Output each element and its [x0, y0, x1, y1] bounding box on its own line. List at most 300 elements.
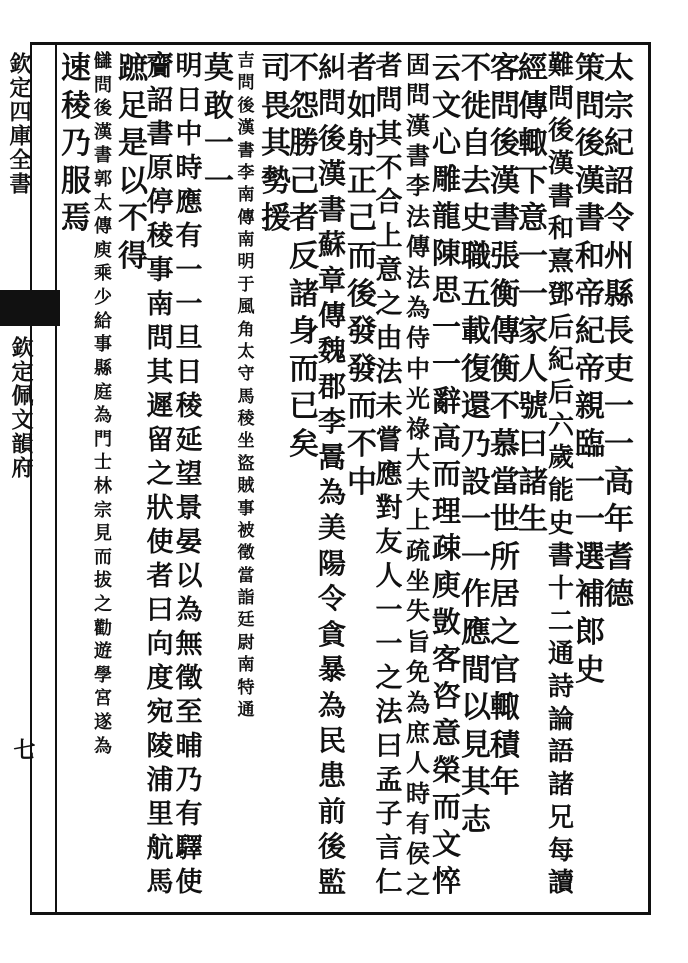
text-char: 後: [347, 276, 377, 312]
text-char: 職: [461, 238, 491, 274]
text-char: 不: [347, 426, 377, 462]
text-char: 宮: [94, 688, 112, 710]
text-char: 問: [318, 86, 347, 120]
text-char: 為: [94, 735, 112, 757]
text-char: 後: [318, 121, 347, 155]
text-char: 其: [375, 119, 403, 150]
text-char: 而: [432, 457, 462, 492]
text-char: 和: [575, 238, 605, 274]
text-char: 太: [237, 341, 255, 362]
text-char: 見: [461, 727, 491, 763]
text-column: [175, 50, 203, 900]
text-char: 有: [175, 799, 203, 830]
text-char: 書: [575, 201, 605, 237]
text-char: 于: [237, 274, 255, 295]
text-char: 長: [604, 314, 634, 350]
text-char: 漢: [237, 118, 255, 139]
text-char: 時: [406, 778, 430, 808]
text-char: 詔: [604, 163, 634, 199]
text-char: 傳: [490, 314, 520, 350]
text-char: 問: [490, 88, 520, 124]
text-char: 之: [490, 614, 520, 650]
text-char: 光: [406, 383, 430, 413]
text-char: 仁: [375, 867, 403, 898]
text-char: 書: [547, 181, 574, 212]
text-char: 子: [375, 799, 403, 830]
text-char: 而: [94, 546, 112, 568]
text-char: 林: [94, 475, 112, 497]
text-char: 書: [406, 141, 430, 171]
text-char: 里: [146, 799, 174, 830]
text-char: 其: [461, 765, 491, 801]
text-char: 宛: [146, 697, 174, 728]
text-column: [347, 50, 375, 501]
text-char: 合: [375, 187, 403, 218]
text-char: 紀: [604, 126, 634, 162]
text-char: 南: [237, 230, 255, 250]
text-char: 文: [432, 827, 462, 862]
text-char: 徵: [237, 543, 255, 564]
text-char: 傳: [406, 232, 430, 262]
text-char: 南: [237, 185, 255, 206]
text-char: 勝: [289, 126, 319, 162]
text-char: 正: [347, 163, 377, 199]
text-char: 客: [490, 51, 520, 86]
text-char: 己: [289, 163, 319, 199]
text-char: 意: [518, 201, 548, 237]
text-char: 熹: [547, 247, 574, 278]
text-char: 張: [490, 238, 520, 274]
text-char: 書: [94, 145, 112, 167]
text-char: 事: [146, 255, 174, 286]
text-char: 守: [237, 364, 255, 385]
text-char: 法: [406, 201, 430, 231]
text-char: 晡: [175, 731, 203, 762]
text-char: 稜: [237, 409, 255, 429]
text-char: 上: [375, 221, 403, 252]
text-char: 見: [94, 523, 112, 545]
text-char: 太: [94, 192, 112, 214]
text-char: 諸: [547, 770, 574, 801]
text-char: 人: [518, 351, 548, 387]
text-char: 應: [375, 459, 403, 490]
text-char: 間: [461, 652, 491, 688]
text-char: 留: [146, 425, 174, 456]
fish-tail-mark: [0, 290, 60, 326]
text-char: 魏: [318, 334, 347, 368]
text-char: 之: [146, 459, 174, 490]
text-char: 敳: [432, 605, 462, 640]
text-char: 心: [432, 124, 462, 159]
text-column: [518, 50, 546, 539]
text-char: 角: [237, 319, 255, 340]
text-char: 馬: [237, 386, 255, 407]
text-char: 拔: [94, 570, 112, 592]
text-char: 庾: [432, 568, 462, 603]
text-char: 監: [318, 865, 347, 899]
text-char: 反: [289, 238, 319, 274]
text-char: 中: [347, 464, 377, 500]
text-column: [461, 50, 489, 839]
text-char: 遊: [94, 641, 112, 663]
text-char: 榮: [432, 753, 462, 788]
text-char: 一: [575, 464, 605, 500]
text-char: 世: [490, 502, 520, 538]
text-char: 被: [237, 520, 255, 541]
text-char: 漢: [575, 163, 605, 199]
text-char: 使: [175, 867, 203, 898]
text-char: 學: [94, 664, 112, 686]
text-char: 其: [261, 126, 291, 162]
text-char: 后: [547, 312, 574, 343]
text-char: 後: [490, 126, 520, 162]
text-char: 后: [547, 377, 574, 408]
text-char: 太: [604, 51, 634, 86]
text-char: 曰: [375, 731, 403, 762]
text-char: 人: [406, 748, 430, 778]
text-char: 悴: [432, 863, 462, 898]
text-char: 南: [237, 655, 255, 676]
text-char: 書: [490, 201, 520, 237]
text-char: 還: [461, 389, 491, 425]
text-char: 乃: [175, 765, 203, 796]
text-char: 漢: [547, 149, 574, 180]
margin-header: 欽定四庫全書: [6, 52, 32, 196]
text-char: 每: [547, 835, 574, 866]
text-char: 援: [261, 201, 291, 237]
text-column: [146, 50, 174, 900]
text-char: 而: [289, 351, 319, 387]
text-char: 縣: [604, 276, 634, 312]
text-char: 時: [175, 153, 203, 184]
text-char: 以: [461, 690, 491, 726]
text-char: 無: [175, 629, 203, 660]
text-column: [490, 50, 518, 802]
text-char: 難: [547, 51, 574, 81]
text-char: 云: [432, 51, 462, 85]
text-column: [118, 50, 146, 276]
text-char: 傳: [237, 207, 255, 228]
text-char: 庾: [94, 239, 112, 261]
text-char: 衡: [490, 351, 520, 387]
text-char: 應: [461, 614, 491, 650]
text-char: 使: [146, 527, 174, 558]
text-char: 之: [375, 663, 403, 694]
text-char: 輙: [518, 126, 548, 162]
text-char: 而: [347, 389, 377, 425]
text-char: 足: [118, 88, 148, 124]
text-char: 勸: [94, 617, 112, 639]
text-char: 景: [175, 493, 203, 524]
text-char: 廷: [237, 610, 255, 631]
text-char: 意: [432, 716, 462, 751]
text-char: 發: [347, 314, 377, 350]
text-char: 一: [604, 389, 634, 425]
text-char: 史: [461, 201, 491, 237]
text-char: 不: [490, 389, 520, 425]
text-char: 者: [347, 51, 377, 86]
text-char: 積: [490, 727, 520, 763]
text-char: 漢: [490, 163, 520, 199]
text-char: 未: [375, 391, 403, 422]
text-char: 以: [118, 163, 148, 199]
text-char: 書: [547, 541, 574, 572]
text-char: 尉: [237, 632, 255, 653]
text-char: 宗: [604, 88, 634, 124]
text-char: 固: [406, 50, 430, 79]
text-char: 問: [375, 85, 403, 116]
text-char: 原: [146, 153, 174, 184]
text-char: 詣: [237, 588, 255, 608]
text-char: 民: [318, 724, 347, 758]
text-char: 後: [547, 116, 574, 147]
text-char: 之: [375, 289, 403, 320]
text-char: 問: [94, 74, 112, 96]
text-char: 德: [604, 577, 634, 613]
text-char: 不: [461, 51, 491, 86]
text-char: 應: [175, 187, 203, 218]
text-char: 和: [547, 214, 574, 245]
text-char: 為: [318, 476, 347, 510]
text-char: 志: [461, 802, 491, 838]
text-char: 陵: [146, 731, 174, 762]
text-char: 稜: [61, 88, 91, 124]
text-char: 之: [94, 594, 112, 616]
text-char: 當: [490, 464, 520, 500]
text-char: 李: [406, 171, 430, 201]
text-char: 齎: [146, 51, 174, 82]
text-char: 向: [146, 629, 174, 660]
text-char: 一: [375, 629, 403, 660]
text-char: 問: [547, 83, 574, 114]
text-char: 者: [375, 51, 403, 82]
text-char: 美: [318, 511, 347, 545]
text-char: 輙: [490, 690, 520, 726]
text-char: 一: [461, 502, 491, 538]
text-char: 中: [175, 119, 203, 150]
text-char: 一: [461, 539, 491, 575]
text-char: 乃: [61, 126, 91, 162]
text-char: 選: [575, 539, 605, 575]
text-char: 兄: [547, 802, 574, 833]
text-char: 去: [461, 163, 491, 199]
text-char: 理: [432, 494, 462, 529]
text-char: 得: [118, 238, 148, 274]
text-char: 吉: [237, 51, 255, 71]
text-char: 令: [318, 582, 347, 616]
text-char: 晏: [175, 527, 203, 558]
text-char: 傳: [318, 298, 347, 332]
text-char: 雕: [432, 161, 462, 196]
text-char: 發: [347, 351, 377, 387]
text-char: 號: [518, 389, 548, 425]
text-char: 侯: [406, 839, 430, 869]
text-char: 一: [604, 426, 634, 462]
text-char: 停: [146, 187, 174, 218]
text-char: 坐: [406, 566, 430, 596]
text-char: 免: [406, 657, 430, 687]
text-char: 特: [237, 677, 255, 698]
text-char: 明: [175, 51, 203, 82]
text-char: 人: [375, 561, 403, 592]
text-char: 書: [237, 140, 255, 161]
text-char: 問: [146, 323, 174, 354]
text-char: 帝: [575, 276, 605, 312]
text-char: 五: [461, 276, 491, 312]
text-char: 由: [375, 323, 403, 354]
text-char: 畏: [261, 88, 291, 124]
text-char: 載: [461, 314, 491, 350]
text-char: 為: [406, 687, 430, 717]
text-char: 孟: [375, 765, 403, 796]
text-char: 稜: [175, 391, 203, 422]
text-char: 延: [175, 425, 203, 456]
text-char: 通: [237, 699, 255, 720]
text-char: 漢: [318, 157, 347, 191]
text-char: 速: [61, 51, 91, 86]
text-char: 高: [604, 464, 634, 500]
text-char: 日: [175, 357, 203, 388]
text-char: 後: [94, 98, 112, 120]
text-char: 官: [490, 652, 520, 688]
text-char: 其: [146, 357, 174, 388]
text-char: 友: [375, 527, 403, 558]
text-char: 莫: [204, 51, 234, 86]
text-char: 蘇: [318, 228, 347, 262]
text-char: 一: [518, 276, 548, 312]
text-char: 為: [318, 688, 347, 722]
text-char: 為: [94, 405, 112, 427]
text-char: 航: [146, 833, 174, 864]
text-char: 問: [237, 73, 255, 94]
text-char: 士: [94, 452, 112, 474]
text-char: 事: [94, 334, 112, 356]
text-char: 盜: [237, 453, 255, 474]
text-char: 史: [547, 508, 574, 539]
text-char: 陽: [318, 546, 347, 580]
text-char: 浦: [146, 765, 174, 796]
text-char: 中: [406, 353, 430, 383]
text-char: 望: [175, 459, 203, 490]
text-char: 言: [375, 833, 403, 864]
text-char: 咨: [432, 679, 462, 714]
text-char: 明: [237, 252, 255, 273]
text-char: 患: [318, 759, 347, 793]
text-column: [89, 50, 117, 758]
text-char: 至: [175, 697, 203, 728]
text-char: 法: [406, 262, 430, 292]
text-column: [261, 50, 289, 238]
text-char: 有: [406, 808, 430, 838]
text-char: 為: [406, 292, 430, 322]
text-char: 遂: [94, 712, 112, 734]
text-char: 傳: [94, 216, 112, 238]
text-char: 詩: [547, 672, 574, 703]
text-char: 諸: [518, 464, 548, 500]
top-border: [30, 42, 650, 45]
text-char: 之: [406, 869, 430, 899]
text-char: 六: [547, 410, 574, 441]
fold-line-outer: [55, 42, 57, 915]
text-char: 乃: [461, 426, 491, 462]
text-char: 旦: [175, 323, 203, 354]
text-char: 事: [237, 498, 255, 519]
text-char: 年: [604, 502, 634, 538]
text-char: 慕: [490, 426, 520, 462]
text-char: 曰: [146, 595, 174, 626]
text-column: [432, 50, 460, 900]
text-char: 紀: [575, 314, 605, 350]
text-char: 祿: [406, 414, 430, 444]
text-char: 而: [347, 238, 377, 274]
text-char: 暴: [318, 653, 347, 687]
text-char: 敢: [204, 88, 234, 124]
text-char: 旨: [406, 626, 430, 656]
text-char: 疏: [406, 535, 430, 565]
text-char: 矣: [289, 426, 319, 462]
text-char: 者: [289, 201, 319, 237]
text-char: 狀: [146, 493, 174, 524]
text-char: 詔: [146, 85, 174, 116]
text-char: 一: [432, 346, 462, 381]
text-char: 章: [318, 263, 347, 297]
text-char: 論: [547, 704, 574, 735]
text-char: 貪: [318, 617, 347, 651]
text-char: 有: [175, 221, 203, 252]
text-char: 年: [490, 765, 520, 801]
text-char: 設: [461, 464, 491, 500]
text-char: 一: [175, 289, 203, 320]
text-char: 郡: [318, 369, 347, 403]
text-char: 衡: [490, 276, 520, 312]
text-char: 一: [175, 255, 203, 286]
text-char: 失: [406, 596, 430, 626]
page-number: 七: [10, 738, 36, 762]
text-char: 對: [375, 493, 403, 524]
text-char: 辭: [432, 383, 462, 418]
text-char: 下: [518, 163, 548, 199]
text-char: 耆: [604, 539, 634, 575]
text-char: 身: [289, 314, 319, 350]
text-column: [604, 50, 632, 614]
text-column: [204, 50, 232, 200]
text-char: 居: [490, 577, 520, 613]
bottom-border: [30, 912, 650, 915]
text-column: [404, 50, 432, 900]
text-char: 經: [518, 51, 548, 86]
text-char: 書: [146, 119, 174, 150]
text-char: 日: [175, 85, 203, 116]
text-char: 後: [237, 95, 255, 116]
text-column: [232, 50, 260, 721]
text-char: 不: [289, 51, 319, 86]
text-char: 已: [289, 389, 319, 425]
text-char: 坐: [237, 431, 255, 452]
text-char: 遲: [146, 391, 174, 422]
text-char: 歲: [547, 443, 574, 474]
book-title: 欽定佩文韻府: [8, 336, 34, 480]
text-char: 馬: [146, 867, 174, 898]
text-char: 一: [204, 126, 234, 162]
text-char: 曰: [518, 426, 548, 462]
text-char: 庭: [94, 381, 112, 403]
text-char: 補: [575, 577, 605, 613]
text-char: 親: [575, 389, 605, 425]
text-char: 客: [432, 642, 462, 677]
text-char: 家: [518, 314, 548, 350]
text-char: 問: [406, 80, 430, 110]
text-char: 文: [432, 87, 462, 122]
